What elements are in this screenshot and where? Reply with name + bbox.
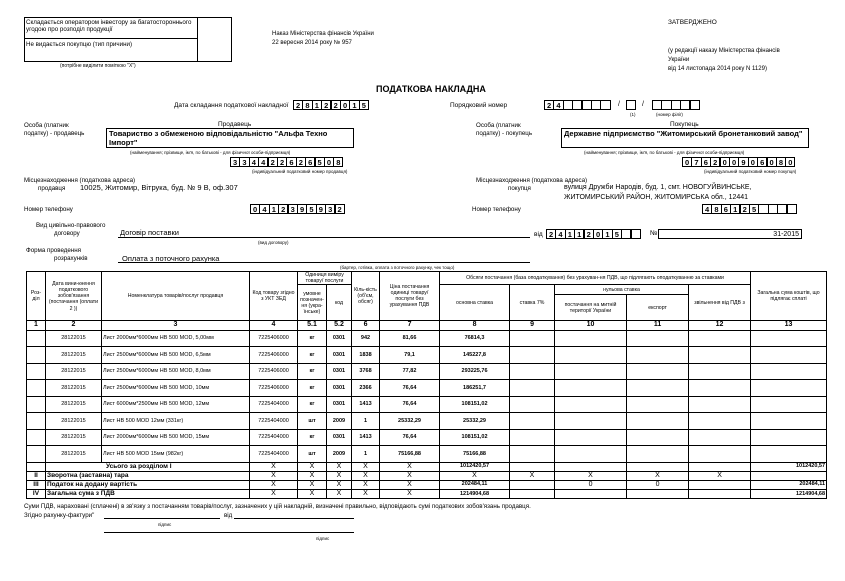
buyer-phone-cells[interactable]: 4 8 6 1 2 5 <box>702 204 796 214</box>
seller-ipn-note: (індивідуальний податковий номер продавця) <box>252 169 348 174</box>
table-row: 28122015 Лист 2000мм*6000мм НВ 500 MOD, 5,00мм 7225406000 кг 0301 942 81,66 76814,3 <box>27 330 827 347</box>
col-basic-rate: основна ставка <box>440 285 510 321</box>
document-title: ПОДАТКОВА НАКЛАДНА <box>376 84 486 94</box>
buyer-address-label-2: покупця <box>508 185 531 192</box>
section-3-vat-row: ІІІ Податок на додану вартість Х Х Х Х Х 202484,11 0 0 202484,11 <box>27 480 827 489</box>
table-row: 28122015 Лист 2500мм*6000мм НВ 500 MOD, 10мм 7225406000 кг 0301 2366 76,64 186251,7 <box>27 380 827 397</box>
option-mark-note: (потрібне виділити поміткою "Х") <box>60 63 136 69</box>
seller-ipn-cells[interactable]: 3 3 4 4 2 2 6 2 6 5 0 8 <box>230 157 343 167</box>
seller-role: Продавець <box>218 121 252 128</box>
section-2-row: ІІ Зворотна (заставна) тара Х Х Х Х Х Х Х Х Х Х <box>27 471 827 480</box>
seller-name-note: (найменування; прізвище, ім'я, по батькові - для фізичної особи-підприємця) <box>130 150 291 155</box>
col-price: Ціна постачання одиниці товару/ послуги без урахування ПДВ <box>380 272 440 321</box>
contract-label: Вид цивільно-правового <box>36 222 106 229</box>
invoice-from-label: від <box>224 512 233 519</box>
buyer-address-line-2: ЖИТОМИРСЬКИЙ РАЙОН, ЖИТОМИРСЬКА обл., 12441 <box>564 194 749 201</box>
col-zero-rate: нульова ставка <box>555 285 689 295</box>
buyer-name[interactable]: Державне підприємство "Житомирський бронетанковий завод" <box>561 128 809 148</box>
payment-form: Оплата з поточного рахунка <box>122 254 220 263</box>
seq-label: Порядковий номер <box>450 102 508 109</box>
seq-cells[interactable]: 2 4 <box>544 100 610 110</box>
buyer-phone-label: Номер телефону <box>472 206 521 213</box>
invoice-number-line <box>104 518 220 519</box>
option-not-given-label: Не видається покупцю (тип причини) <box>26 41 133 48</box>
column-numbers-row: 1 2 3 4 5.1 5.2 6 7 8 9 10 11 12 13 <box>27 321 827 330</box>
contract-from-label: від <box>534 231 543 238</box>
col-qty: Кіль-кість (об'єм, обсяг) <box>352 272 380 321</box>
seller-phone-label: Номер телефону <box>24 206 73 213</box>
seq-note-branch: (номер філії) <box>656 112 683 117</box>
table-row: 28122015 Лист 2500мм*6000мм НВ 500 MOD, 6,5мм 7225406000 кг 0301 1838 79,1 145227,8 <box>27 347 827 364</box>
payment-form-label: Форма проведення <box>26 247 81 254</box>
contract-type-note: (вид договору) <box>258 240 289 245</box>
col-name: Номенклатура товарів/послуг продавця <box>102 272 250 321</box>
seq-note-1: (1) <box>630 112 636 117</box>
col-unit-code: код <box>327 285 352 321</box>
col-zero-domestic: постачання на митній території України <box>555 295 627 321</box>
order-date: 22 вересня 2014 року № 957 <box>272 40 352 46</box>
buyer-name-note: (найменування; прізвище, ім'я, по батькові - для фізичної особи-підприємця) <box>584 150 745 155</box>
seller-address: 10025, Житомир, Вітрука, буд. № 9 В, оф.307 <box>80 183 238 192</box>
buyer-address-label: Місцезнаходження (податкова адреса) <box>476 177 588 184</box>
branch-cells[interactable] <box>652 100 699 110</box>
payment-form-line <box>118 262 530 263</box>
buyer-label-2: податку) - покупець <box>476 130 533 137</box>
contract-number[interactable]: 31-2015 <box>658 229 802 239</box>
approved-label: ЗАТВЕРДЖЕНО <box>668 19 717 26</box>
table-row: 28122015 Лист НВ 500 MOD 12мм (331кг) 7225404000 шт 2009 1 25332,29 25332,29 <box>27 413 827 430</box>
seller-address-label: Місцезнаходження (податкова адреса) <box>24 177 136 184</box>
seller-name[interactable]: Товариство з обмеженою відповідальністю "Альфа Техно Імпорт" <box>106 128 354 148</box>
seq-slash-2: / <box>642 101 644 108</box>
table-row: 28122015 Лист 2000мм*6000мм НВ 500 MOD, 15мм 7225404000 кг 0301 1413 76,64 108151,02 <box>27 429 827 446</box>
contract-type: Договір поставки <box>120 228 179 237</box>
col-volume: Обсяги постачання (база оподаткування) без урахуван-ня ПДВ, що підлягають оподаткуванню за ставками <box>440 272 751 285</box>
signature-line <box>104 532 354 533</box>
signature-label-1: підпис <box>158 522 172 527</box>
col-rate-7: ставка 7% <box>510 285 555 321</box>
approved-ministry: України <box>668 57 690 63</box>
contract-date-cells[interactable]: 2 4 1 1 2 0 1 5 <box>546 229 640 239</box>
payment-form-note: (бартер, готівка, оплата з поточного рахунку, чек тощо) <box>340 265 455 270</box>
seller-label: Особа (платник <box>24 122 69 129</box>
buyer-label: Особа (платник <box>476 122 521 129</box>
invoice-label: Згідно рахунку-фактури" <box>24 512 95 519</box>
buyer-ipn-note: (індивідуальний податковий номер покупця) <box>704 169 797 174</box>
col-unit-symbol: умовне позначен-ня (укра-їнське) <box>298 285 327 321</box>
seller-address-label-2: продавця <box>38 185 66 192</box>
approved-edition: (у редакції наказу Міністерства фінансів <box>668 48 780 54</box>
contract-type-line <box>118 237 530 238</box>
signature-label-2: підпис <box>316 536 330 541</box>
goods-table <box>26 271 827 499</box>
approved-date: від 14 листопада 2014 року N 1129) <box>668 66 767 72</box>
col-date: Дата вини-кнення податкового зобов'язання (постачання (оплати 2 )) <box>46 272 102 321</box>
invoice-date-line <box>234 518 354 519</box>
table-row: 28122015 Лист 2500мм*6000мм НВ 500 MOD, 8,0мм 7225406000 кг 0301 3768 77,82 293225,76 <box>27 363 827 380</box>
option-investor-label: Складається оператором інвестору за багатостороннього угодою про розподіл продукції <box>26 19 192 34</box>
buyer-address-line-1: вулиця Дружби Народів, буд. 1, смт. НОВОГУЙВИНСЬКЕ, <box>564 184 752 191</box>
col-total: Загальна сума коштів, що підлягає сплаті <box>751 272 827 321</box>
section-4-total-vat-row: ІV Загальна сума з ПДВ Х Х Х Х Х 1214904,68 1214904,68 <box>27 489 827 498</box>
seller-label-2: податку) - продавець <box>24 130 85 137</box>
vat-confirmation-text: Суми ПДВ, нараховані (сплачені) в зв'язку з постачанням товарів/послуг, зазначених у цій накладній, визначені правильно, відповідають сумі податкових зобов'язань продавця. <box>24 503 531 510</box>
col-ukt: Код товару згідно з УКТ ЗЕД <box>250 272 298 321</box>
col-exempt: звільнення від ПДВ з <box>689 285 751 321</box>
col-unit: Одиниця виміру товару/ послуги <box>298 272 352 285</box>
col-section: Роз-діл <box>27 272 46 321</box>
payment-form-label-2: розрахунків <box>54 255 88 262</box>
order-reference: Наказ Міністерства фінансів України <box>272 31 374 37</box>
col-zero-export: експорт <box>627 295 689 321</box>
date-label: Дата складання податкової накладної <box>174 102 289 109</box>
buyer-ipn-cells[interactable]: 0 7 6 2 0 0 9 0 6 0 8 0 <box>682 157 795 167</box>
section-1-total-row: Усього за розділом І Х Х Х Х Х 1012420,57 1012420,57 <box>27 462 827 471</box>
seq-slash-1: / <box>618 101 620 108</box>
seller-phone-cells[interactable]: 0 4 1 2 3 9 5 9 3 2 <box>250 204 344 214</box>
contract-no-label: № <box>650 230 658 237</box>
buyer-role: Покупець <box>670 121 699 128</box>
contract-label-2: договору <box>54 230 80 237</box>
date-cells[interactable]: 2 8 1 2 2 0 1 5 <box>293 100 368 110</box>
table-row: 28122015 Лист НВ 500 MOD 15мм (982кг) 7225404000 шт 2009 1 75166,88 75166,88 <box>27 446 827 463</box>
table-row: 28122015 Лист 6000мм*2500мм НВ 500 MOD, 12мм 7225404000 кг 0301 1413 76,64 108151,02 <box>27 396 827 413</box>
seq-branch-cell-1[interactable] <box>626 100 636 110</box>
